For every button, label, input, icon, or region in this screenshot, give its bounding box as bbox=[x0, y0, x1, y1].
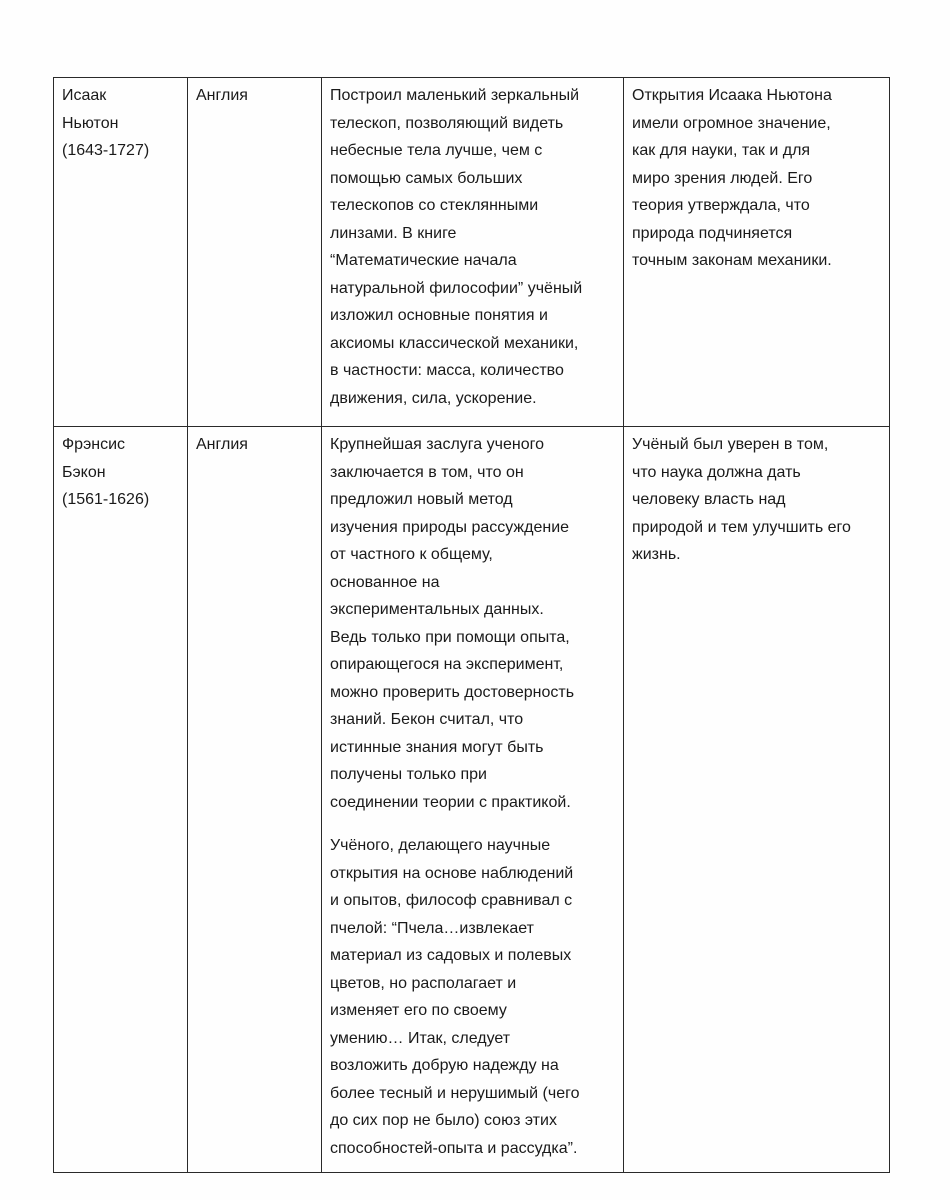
description-line: материал из садовых и полевых bbox=[330, 947, 572, 964]
description-line: движения, сила, ускорение. bbox=[330, 389, 537, 407]
country-text: Англия bbox=[196, 436, 248, 453]
description-line: знаний. Бекон считал, что bbox=[330, 711, 524, 728]
name-line: Исаак bbox=[62, 87, 107, 104]
significance-line: имели огромное значение, bbox=[632, 114, 831, 132]
significance-line: миро зрения людей. Его bbox=[632, 169, 813, 187]
description-line: Учёного, делающего научные bbox=[330, 837, 551, 854]
scientist-name-cell bbox=[54, 427, 188, 1173]
description-line: цветов, но располагает и bbox=[330, 974, 517, 992]
description-line: аксиомы классической механики, bbox=[330, 334, 579, 352]
description-line: возложить добрую надежду на bbox=[330, 1057, 559, 1074]
name-line: Ньютон bbox=[62, 114, 119, 132]
significance-line: природой и тем улучшить его bbox=[632, 518, 851, 536]
description-line: можно проверить достоверность bbox=[330, 683, 575, 701]
description-line: линзами. В книге bbox=[330, 224, 457, 242]
description-line: истинные знания могут быть bbox=[330, 738, 544, 756]
name-line: Фрэнсис bbox=[62, 436, 125, 453]
description-line: пчелой: “Пчела…извлекает bbox=[330, 919, 534, 937]
description-line: изучения природы рассуждение bbox=[330, 518, 570, 536]
description-line: и опытов, философ сравнивал с bbox=[330, 892, 573, 909]
significance-line: природа подчиняется bbox=[632, 224, 793, 242]
table-row bbox=[54, 78, 890, 427]
description-line: экспериментальных данных. bbox=[330, 601, 544, 618]
description-line: телескоп, позволяющий видеть bbox=[330, 114, 564, 132]
description-line: изложил основные понятия и bbox=[330, 307, 548, 324]
name-line: Бэкон bbox=[62, 463, 106, 481]
description-line: телескопов со стеклянными bbox=[330, 197, 539, 214]
description-line: “Математические начала bbox=[330, 252, 517, 269]
significance-line: Открытия Исаака Ньютона bbox=[632, 87, 832, 104]
description-line: заключается в том, что он bbox=[330, 463, 524, 481]
description-line: помощью самых больших bbox=[330, 169, 523, 187]
description-line: изменяет его по своему bbox=[330, 1002, 507, 1019]
description-line: соединении теории с практикой. bbox=[330, 793, 571, 811]
significance-line: Учёный был уверен в том, bbox=[632, 436, 829, 453]
scientists-table bbox=[53, 77, 890, 1173]
description-line: Ведь только при помощи опыта, bbox=[330, 628, 570, 646]
description-line: Крупнейшая заслуга ученого bbox=[330, 436, 544, 453]
description-line: натуральной философии” учёный bbox=[330, 279, 583, 297]
description-line: от частного к общему, bbox=[330, 546, 493, 563]
description-line: получены только при bbox=[330, 766, 487, 783]
description-line: Построил маленький зеркальный bbox=[330, 87, 580, 104]
description-line: предложил новый метод bbox=[330, 491, 513, 508]
table-row bbox=[54, 427, 890, 1173]
life-years: (1643-1727) bbox=[62, 142, 150, 159]
scientist-name-cell bbox=[54, 78, 188, 427]
description-line: умению… Итак, следует bbox=[330, 1029, 511, 1047]
description-line: способностей-опыта и рассудка”. bbox=[330, 1139, 578, 1157]
description-line: основанное на bbox=[330, 573, 440, 591]
significance-cell bbox=[624, 427, 890, 1173]
significance-line: жизнь. bbox=[632, 546, 681, 563]
description-line: опирающегося на эксперимент, bbox=[330, 656, 564, 673]
description-cell bbox=[322, 427, 624, 1173]
description-cell bbox=[322, 78, 624, 427]
significance-line: что наука должна дать bbox=[632, 463, 801, 481]
significance-line: теория утверждала, что bbox=[632, 197, 810, 214]
significance-line: точным законам механики. bbox=[632, 252, 832, 269]
significance-line: как для науки, так и для bbox=[632, 142, 811, 159]
description-line: более тесный и нерушимый (чего bbox=[330, 1084, 580, 1102]
country-cell bbox=[188, 427, 322, 1173]
significance-line: человеку власть над bbox=[632, 491, 786, 508]
description-line: до сих пор не было) союз этих bbox=[330, 1112, 557, 1129]
country-text: Англия bbox=[196, 87, 248, 104]
paragraph-gap bbox=[330, 816, 615, 832]
life-years: (1561-1626) bbox=[62, 491, 150, 508]
country-cell bbox=[188, 78, 322, 427]
description-line: открытия на основе наблюдений bbox=[330, 864, 574, 882]
significance-cell bbox=[624, 78, 890, 427]
description-line: в частности: масса, количество bbox=[330, 362, 564, 379]
description-line: небесные тела лучше, чем с bbox=[330, 142, 543, 159]
